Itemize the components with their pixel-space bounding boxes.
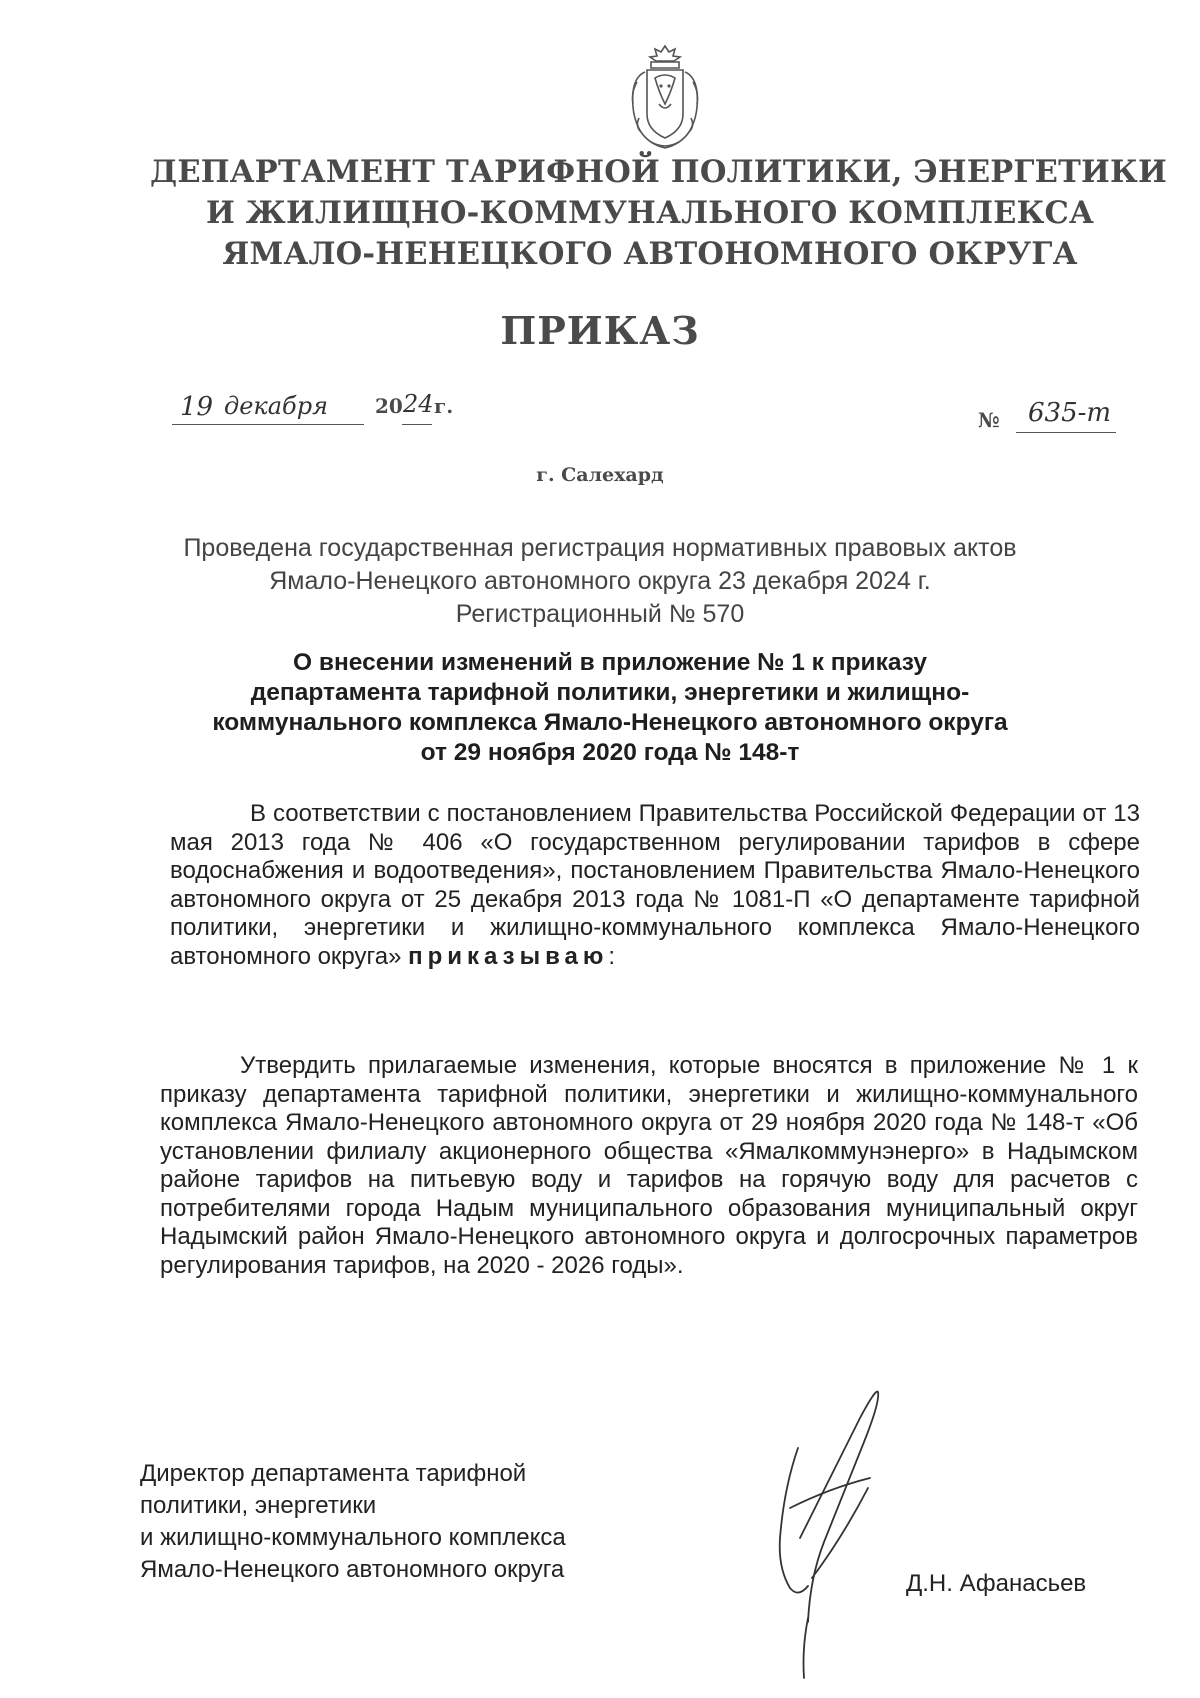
date-day: 19 <box>180 392 214 422</box>
year-underline <box>402 424 432 425</box>
preamble-end: : <box>608 942 616 970</box>
signatory-position <box>140 1458 700 1586</box>
year-unit: г. <box>434 394 454 418</box>
department-line: И ЖИЛИЩНО-КОММУНАЛЬНОГО КОМПЛЕКСА <box>205 195 1095 231</box>
number-label: № <box>978 408 1000 432</box>
year-suffix: 24 <box>403 390 434 418</box>
title-line: О внесении изменений в приложение № 1 к приказу <box>293 649 927 676</box>
decision-text: Утвердить прилагаемые изменения, которые вносятся в приложение № 1 к приказу департамента тарифной политики, энергетики и жилищно-коммунального комплекса Ямало-Ненецкого автономного округа от 29 ноября 2020 года № 148-т «Об установлении филиалу акционерного общества «Ямалкоммунэнерго» в Надымском районе тарифов на питьевую воду и тарифов на горячую воду для расчетов с потребителями города Надым муниципального образования муниципальный округ Надымский район Ямало-Ненецкого автономного округа и долгосрочных параметров регулирования тарифов, на 2020 - 2026 годы». <box>160 1052 1138 1279</box>
order-verb: приказываю <box>408 942 609 970</box>
handwritten-signature <box>760 1388 920 1688</box>
department-line: ЯМАЛО-НЕНЕЦКОГО АВТОНОМНОГО ОКРУГА <box>222 236 1078 272</box>
order-number <box>978 398 1138 438</box>
position-line: Ямало-Ненецкого автономного округа <box>140 1556 565 1583</box>
date-month: декабря <box>224 392 328 420</box>
department-header <box>150 152 1167 275</box>
order-date <box>172 392 472 432</box>
department-line: ДЕПАРТАМЕНТ ТАРИФНОЙ ПОЛИТИКИ, ЭНЕРГЕТИКИ <box>150 154 1167 190</box>
title-line: коммунального комплекса Ямало-Ненецкого автономного округа <box>212 709 1008 736</box>
signer-name: Д.Н. Афанасьев <box>906 1570 1087 1597</box>
year-prefix: 20 <box>375 394 403 418</box>
decision-paragraph <box>160 1052 1138 1280</box>
title-line: от 29 ноября 2020 года № 148-т <box>420 739 800 766</box>
position-line: Директор департамента тарифной <box>140 1460 527 1487</box>
registration-note <box>100 532 1100 631</box>
coat-of-arms-icon <box>625 42 705 154</box>
registration-line: Регистрационный № 570 <box>455 600 745 628</box>
registration-line: Проведена государственная регистрация нормативных правовых актов <box>183 534 1017 562</box>
order-title <box>150 648 1070 768</box>
number-value: 635-т <box>1028 398 1112 428</box>
preamble-paragraph <box>170 800 1140 971</box>
title-line: департамента тарифной политики, энергетики и жилищно- <box>250 679 970 706</box>
number-underline <box>1016 432 1116 433</box>
document-type: ПРИКАЗ <box>500 308 700 353</box>
city: г. Салехард <box>536 464 664 486</box>
position-line: политики, энергетики <box>140 1492 377 1519</box>
registration-line: Ямало-Ненецкого автономного округа 23 декабря 2024 г. <box>269 567 931 595</box>
date-underline <box>172 424 364 425</box>
position-line: и жилищно-коммунального комплекса <box>140 1524 566 1551</box>
preamble-text: В соответствии с постановлением Правительства Российской Федерации от 13 мая 2013 года № 406 «О государственном регулировании тарифов в сфере водоснабжения и водоотведения», постановлением Правительства Ямало-Ненецкого автономного округа от 25 декабря 2013 года № 1081-П «О департаменте тарифной политики, энергетики и жилищно-коммунального комплекса Ямало-Ненецкого автономного округа» <box>170 800 1140 970</box>
